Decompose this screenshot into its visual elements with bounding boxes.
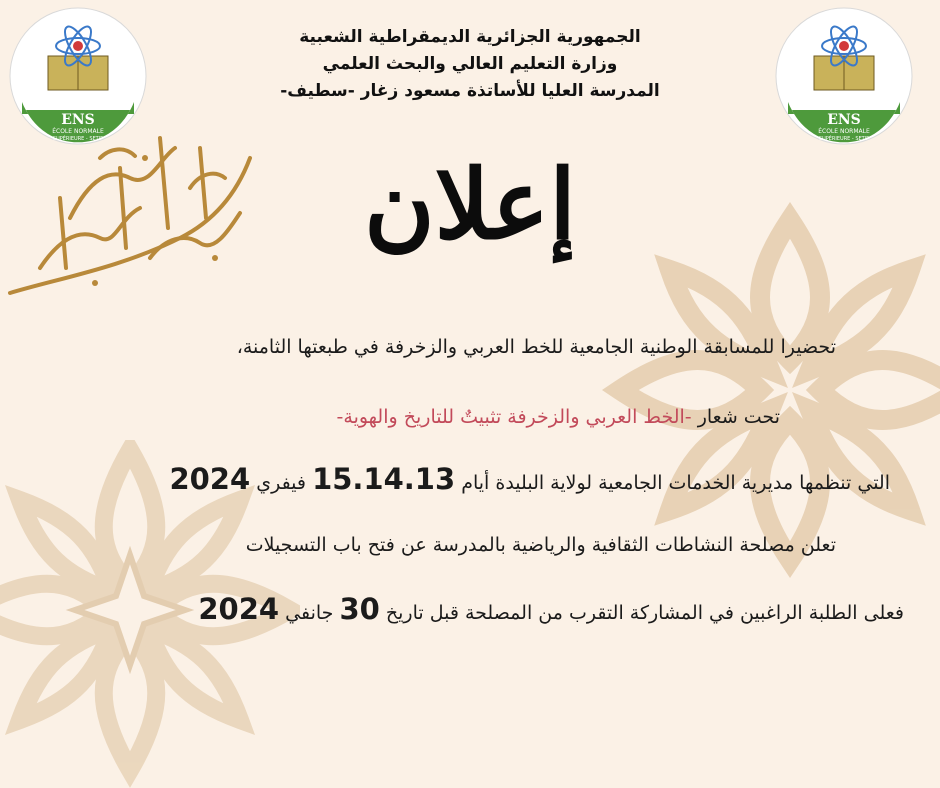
deadline-year: 2024 xyxy=(198,592,280,626)
calligraphy-artwork xyxy=(0,118,260,308)
institution-header xyxy=(200,24,740,105)
logo-sub1-text: ÉCOLE NORMALE xyxy=(818,128,870,135)
line3-text: التي تنظمها مديرية الخدمات الجامعية لولاية البليدة أيام xyxy=(461,472,890,494)
announcement-title: إعلان xyxy=(364,148,576,261)
logo-sub1-text: ÉCOLE NORMALE xyxy=(52,128,104,135)
line5-text: فعلى الطلبة الراغبين في المشاركة التقرب من المصلحة قبل تاريخ xyxy=(385,602,904,624)
ens-logo-right xyxy=(774,6,914,146)
logo-sub2-text: SUPÉRIEURE - SETIF xyxy=(52,136,104,142)
event-year: 2024 xyxy=(169,462,251,496)
logo-ens-text: ENS xyxy=(827,112,861,128)
deadline-month: جانفي xyxy=(285,602,334,624)
slogan-prefix: تحت شعار xyxy=(697,406,780,428)
deadline-day: 30 xyxy=(339,592,380,626)
slogan-text: -الخط العربي والزخرفة تثبيتٌ للتاريخ والهوية- xyxy=(336,406,698,428)
event-days: 15.14.13 xyxy=(312,462,456,496)
body-line-5 xyxy=(24,592,904,626)
body-line-2 xyxy=(80,406,780,428)
floral-ornament-right xyxy=(600,200,940,580)
body-line-1: تحضيرا للمسابقة الوطنية الجامعية للخط العربي والزخرفة في طبعتها الثامنة، xyxy=(236,336,836,358)
logo-sub2-text: SUPÉRIEURE - SETIF xyxy=(818,136,870,142)
header-ministry: وزارة التعليم العالي والبحث العلمي xyxy=(322,54,618,74)
ens-logo-left xyxy=(8,6,148,146)
logo-ens-text: ENS xyxy=(61,112,95,128)
body-line-4: تعلن مصلحة النشاطات الثقافية والرياضية بالمدرسة عن فتح باب التسجيلات xyxy=(245,534,836,556)
header-school: المدرسة العليا للأساتذة مسعود زغار -سطيف- xyxy=(280,81,660,101)
body-line-3 xyxy=(30,462,890,496)
event-month: فيفري xyxy=(256,472,307,494)
header-country: الجمهورية الجزائرية الديمقراطية الشعبية xyxy=(299,27,641,47)
